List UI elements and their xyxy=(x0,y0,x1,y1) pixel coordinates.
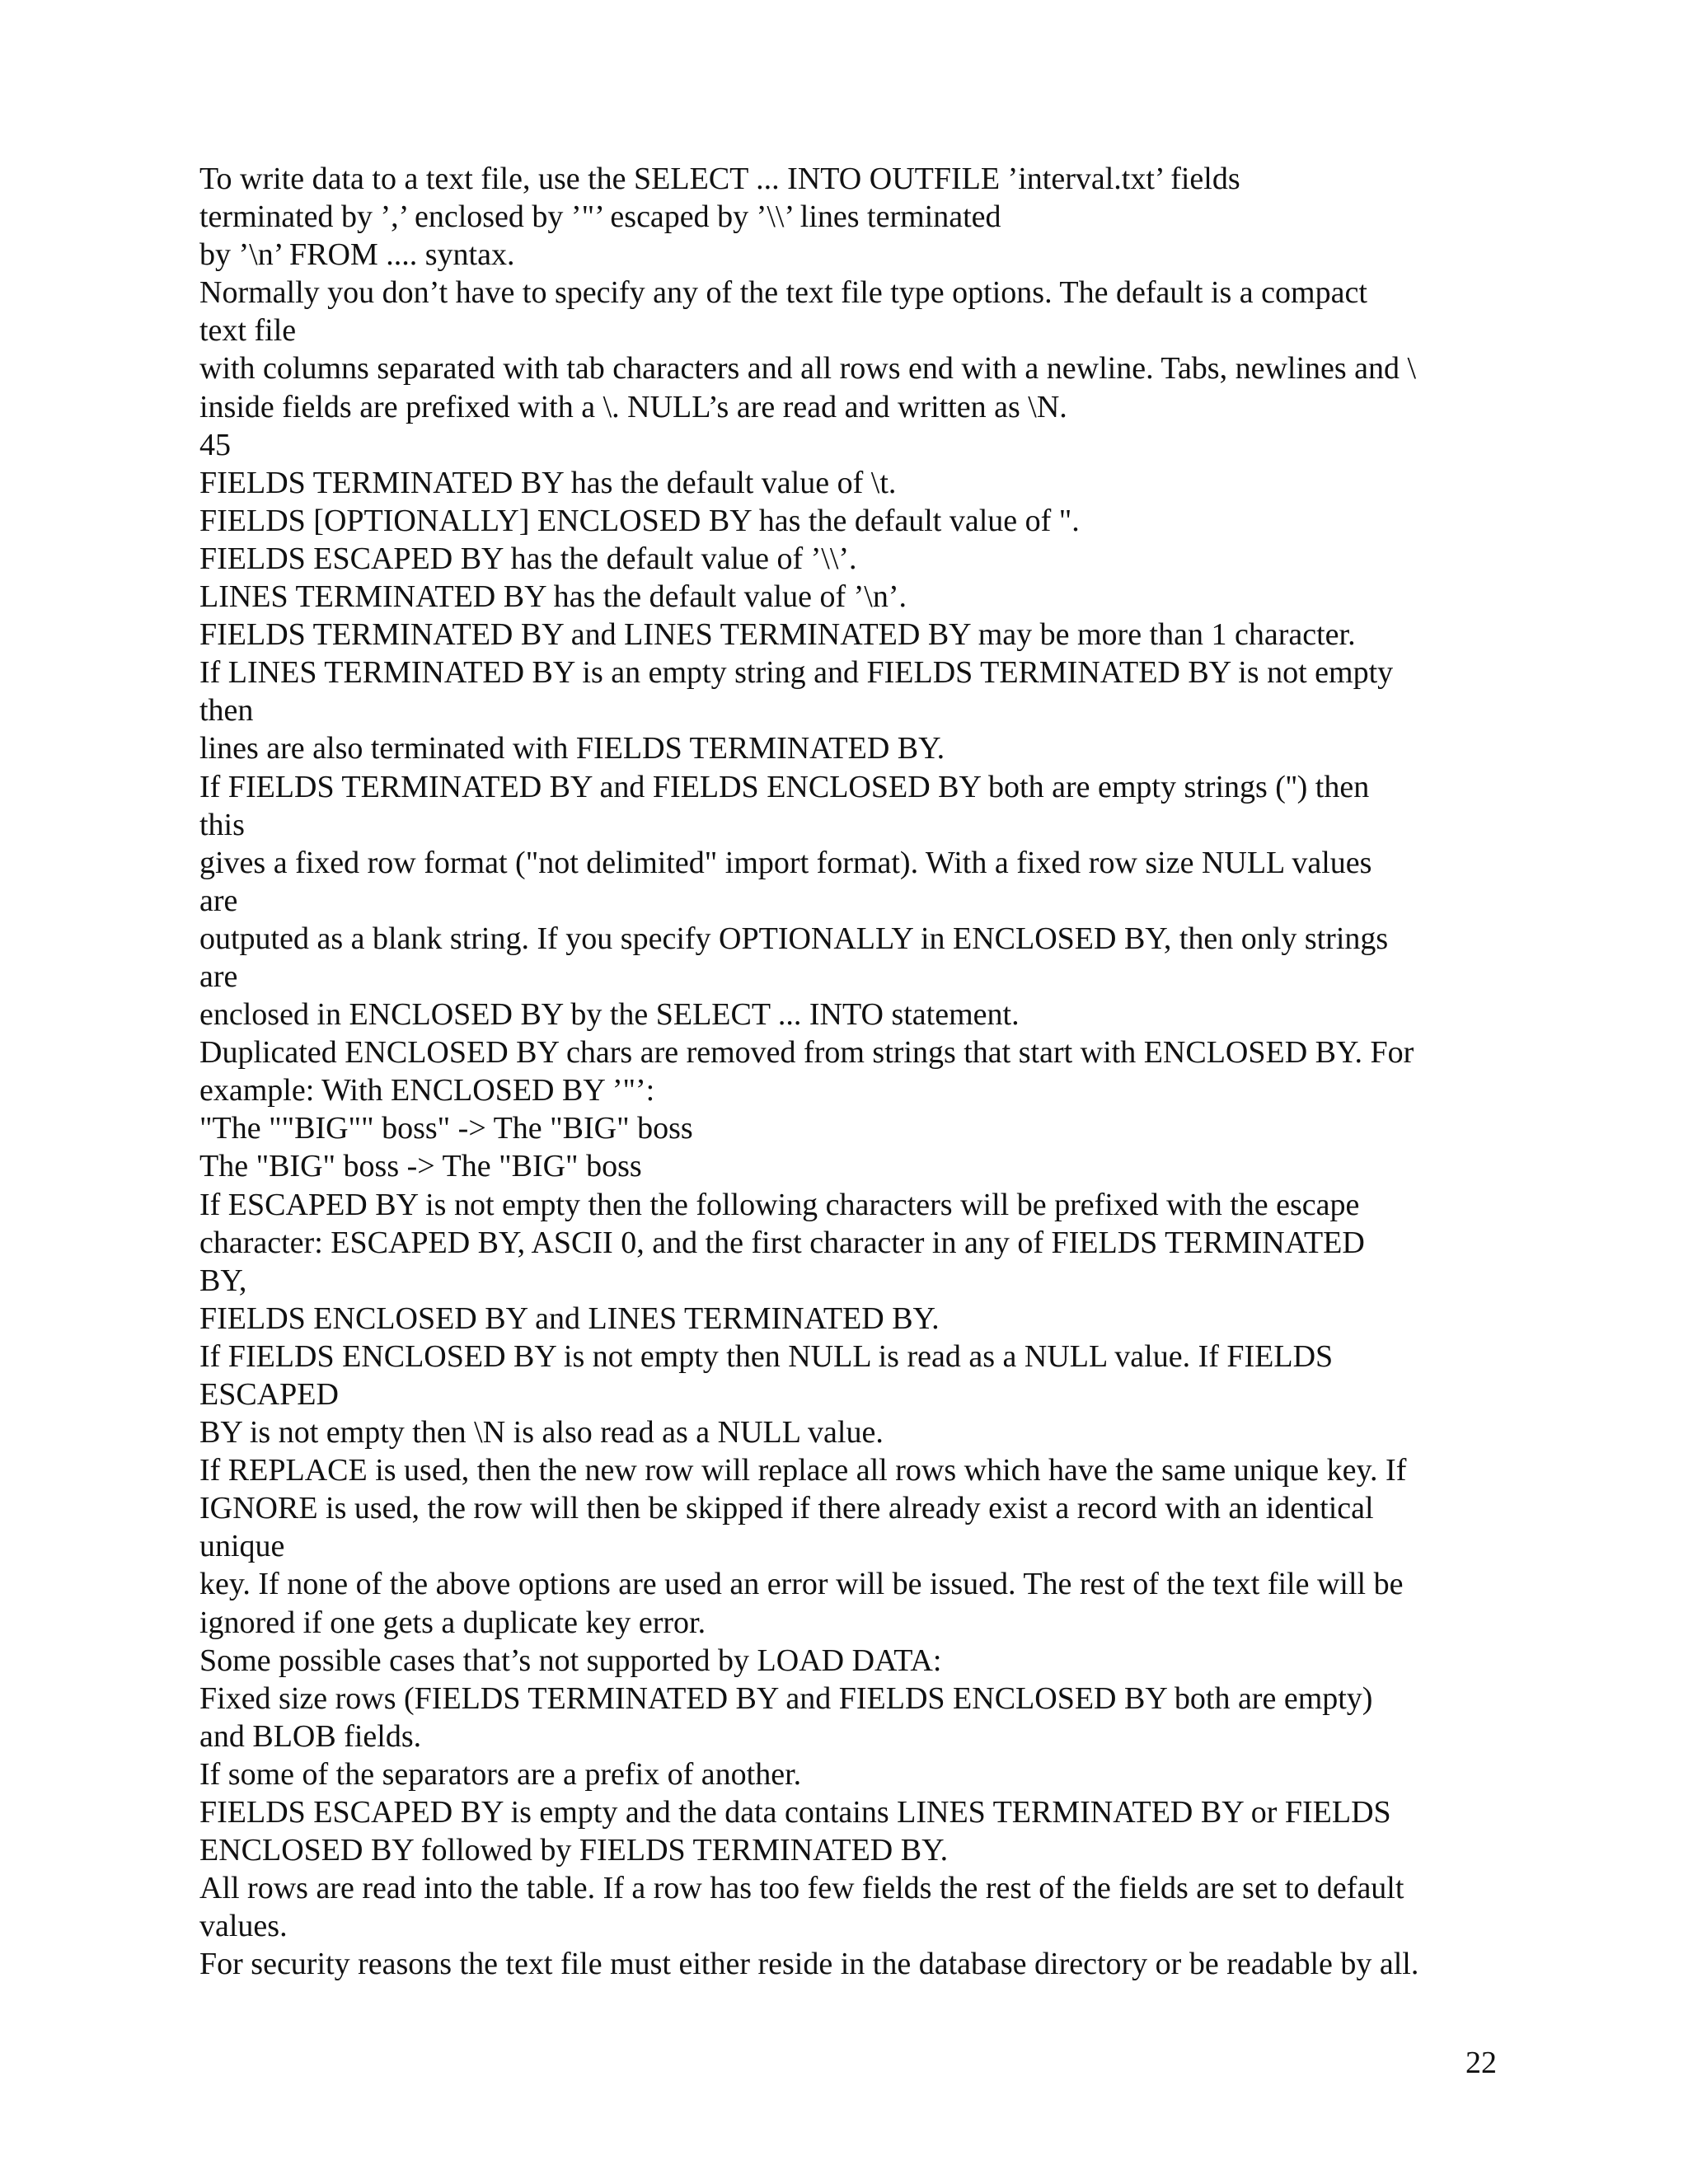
text-line: unique xyxy=(199,1529,285,1564)
text-line: Some possible cases that’s not supported by LOAD DATA: xyxy=(199,1643,942,1678)
text-line: ESCAPED xyxy=(199,1377,339,1412)
text-line: this xyxy=(199,807,245,842)
text-line: FIELDS [OPTIONALLY] ENCLOSED BY has the default value of ". xyxy=(199,503,1080,538)
text-line: BY is not empty then \N is also read as a NULL value. xyxy=(199,1415,884,1451)
text-line: If REPLACE is used, then the new row will replace all rows which have the same unique key. If xyxy=(199,1453,1407,1488)
text-line: gives a fixed row format ("not delimited" import format). With a fixed row size NULL values xyxy=(199,845,1372,880)
text-line: FIELDS ESCAPED BY is empty and the data contains LINES TERMINATED BY or FIELDS xyxy=(199,1795,1391,1830)
text-line: example: With ENCLOSED BY ’"’: xyxy=(199,1073,655,1108)
text-line: BY, xyxy=(199,1263,247,1298)
text-line: If ESCAPED BY is not empty then the following characters will be prefixed with the escape xyxy=(199,1187,1360,1222)
text-line: FIELDS TERMINATED BY has the default value of \t. xyxy=(199,465,897,500)
text-line: text file xyxy=(199,313,297,349)
text-line: and BLOB fields. xyxy=(199,1718,422,1754)
page-number: 22 xyxy=(1465,2046,1497,2080)
text-line: FIELDS ENCLOSED BY and LINES TERMINATED BY. xyxy=(199,1301,940,1336)
text-line: lines are also terminated with FIELDS TERMINATED BY. xyxy=(199,731,945,766)
text-line: LINES TERMINATED BY has the default value of ’\n’. xyxy=(199,579,907,615)
text-line: with columns separated with tab characters and all rows end with a newline. Tabs, newlines and \ xyxy=(199,351,1417,387)
text-line: If FIELDS TERMINATED BY and FIELDS ENCLOSED BY both are empty strings ('') then xyxy=(199,769,1370,804)
text-line: Duplicated ENCLOSED BY chars are removed from strings that start with ENCLOSED BY. For xyxy=(199,1035,1414,1071)
text-line: are xyxy=(199,883,238,918)
text-line: If some of the separators are a prefix of another. xyxy=(199,1756,802,1792)
text-line: All rows are read into the table. If a row has too few fields the rest of the fields are set to default xyxy=(199,1871,1404,1906)
text-line: Normally you don’t have to specify any of the text file type options. The default is a compact xyxy=(199,275,1367,311)
text-line: IGNORE is used, the row will then be skipped if there already exist a record with an identical xyxy=(199,1491,1374,1526)
text-line: character: ESCAPED BY, ASCII 0, and the first character in any of FIELDS TERMINATED xyxy=(199,1225,1365,1260)
text-line: are xyxy=(199,958,238,994)
text-line: Fixed size rows (FIELDS TERMINATED BY and FIELDS ENCLOSED BY both are empty) xyxy=(199,1680,1373,1716)
text-line: inside fields are prefixed with a \. NULL’s are read and written as \N. xyxy=(199,389,1067,424)
text-line: FIELDS ESCAPED BY has the default value of ’\\’. xyxy=(199,541,857,576)
text-line: To write data to a text file, use the SELECT ... INTO OUTFILE ’interval.txt’ fields xyxy=(199,162,1240,196)
text-line: by ’\n’ FROM .... syntax. xyxy=(199,237,515,273)
text-line: ENCLOSED BY followed by FIELDS TERMINATED BY. xyxy=(199,1833,949,1868)
text-line: key. If none of the above options are used an error will be issued. The rest of the text file will be xyxy=(199,1567,1404,1602)
text-line: outputed as a blank string. If you specify OPTIONALLY in ENCLOSED BY, then only strings xyxy=(199,921,1389,956)
text-line: enclosed in ENCLOSED BY by the SELECT ... INTO statement. xyxy=(199,997,1020,1033)
text-line: FIELDS TERMINATED BY and LINES TERMINATED BY may be more than 1 character. xyxy=(199,617,1356,653)
text-line: then xyxy=(199,693,254,729)
text-line: The "BIG" boss -> The "BIG" boss xyxy=(199,1149,642,1184)
text-line: terminated by ’,’ enclosed by ’"’ escaped by ’\\’ lines terminated xyxy=(199,199,1001,235)
text-line: ignored if one gets a duplicate key error. xyxy=(199,1605,706,1640)
text-line: 45 xyxy=(199,427,231,462)
text-line: "The ""BIG"" boss" -> The "BIG" boss xyxy=(199,1111,693,1146)
body-text xyxy=(199,160,1502,1984)
text-line: For security reasons the text file must either reside in the database directory or be readable by all. xyxy=(199,1947,1419,1982)
text-line: If LINES TERMINATED BY is an empty string and FIELDS TERMINATED BY is not empty xyxy=(199,655,1394,691)
text-line: values. xyxy=(199,1909,288,1944)
text-line: If FIELDS ENCLOSED BY is not empty then NULL is read as a NULL value. If FIELDS xyxy=(199,1338,1334,1374)
